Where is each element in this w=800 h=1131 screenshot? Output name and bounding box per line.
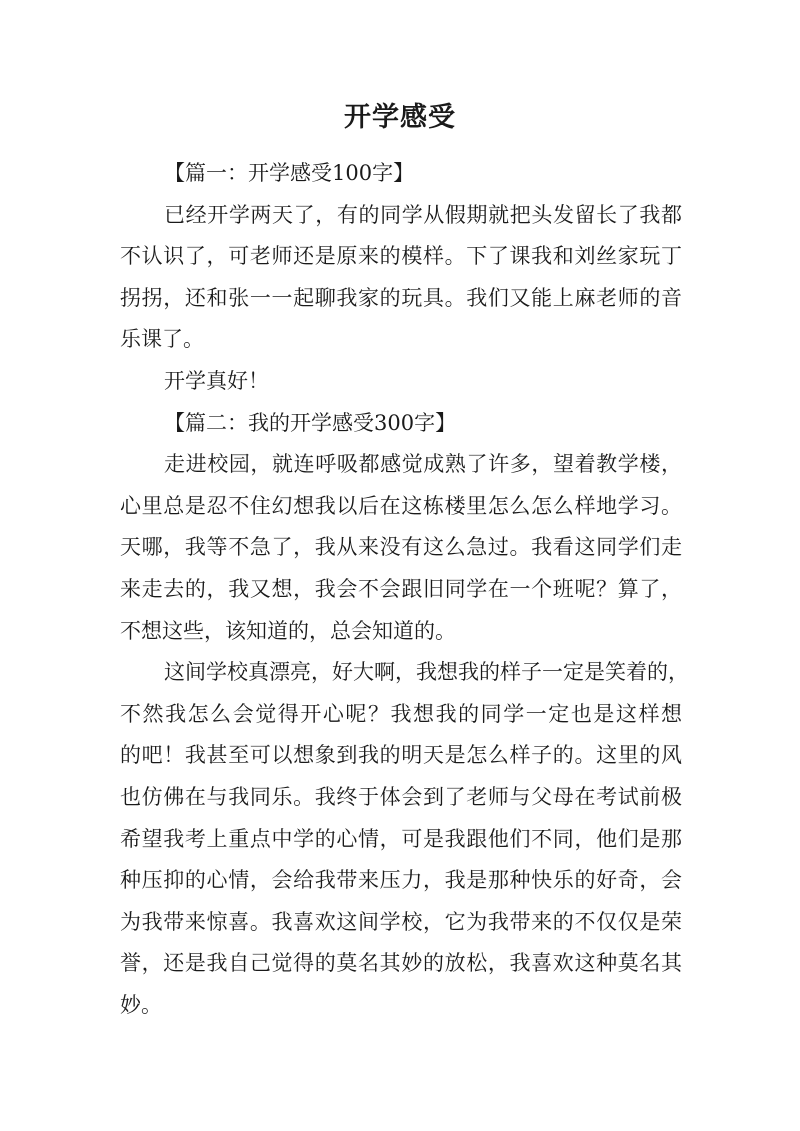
paragraph-line: 希望我考上重点中学的心情，可是我跟他们不同，他们是那	[120, 826, 682, 851]
paragraph-line: 已经开学两天了，有的同学从假期就把头发留长了我都	[164, 202, 682, 227]
paragraph-line: 妙。	[120, 992, 162, 1017]
paragraph-line: 种压抑的心情，会给我带来压力，我是那种快乐的好奇，会	[120, 868, 682, 893]
paragraph-line: 开学真好！	[164, 368, 269, 393]
paragraph-line: 来走去的，我又想，我会不会跟旧同学在一个班呢？算了，	[120, 576, 682, 601]
paragraph-line: 这间学校真漂亮，好大啊，我想我的样子一定是笑着的，	[164, 660, 689, 685]
paragraph-line: 也仿佛在与我同乐。我终于体会到了老师与父母在考试前极	[120, 784, 682, 809]
paragraph-line: 天哪，我等不急了，我从来没有这么急过。我看这同学们走	[120, 535, 682, 560]
paragraph-line: 不想这些，该知道的，总会知道的。	[120, 618, 456, 643]
paragraph-line: 为我带来惊喜。我喜欢这间学校，它为我带来的不仅仅是荣	[120, 909, 682, 934]
paragraph-line: 誉，还是我自己觉得的莫名其妙的放松，我喜欢这种莫名其	[120, 951, 682, 976]
paragraph-line: 不然我怎么会觉得开心呢？我想我的同学一定也是这样想	[120, 701, 682, 726]
section-heading-1: 【篇一：开学感受100字】	[164, 161, 415, 185]
paragraph-line: 的吧！我甚至可以想象到我的明天是怎么样子的。这里的风	[120, 743, 682, 768]
document-title: 开学感受	[344, 102, 456, 133]
paragraph-line: 乐课了。	[120, 327, 204, 352]
document-body	[120, 153, 689, 1026]
paragraph-line: 拐拐，还和张一一起聊我家的玩具。我们又能上麻老师的音	[120, 285, 682, 310]
paragraph-line: 心里总是忍不住幻想我以后在这栋楼里怎么怎么样地学习。	[120, 493, 682, 518]
paragraph-line: 不认识了，可老师还是原来的模样。下了课我和刘丝家玩丁	[120, 244, 682, 269]
paragraph-line: 走进校园，就连呼吸都感觉成熟了许多，望着教学楼，	[164, 452, 682, 477]
section-heading-2: 【篇二：我的开学感受300字】	[164, 410, 457, 435]
